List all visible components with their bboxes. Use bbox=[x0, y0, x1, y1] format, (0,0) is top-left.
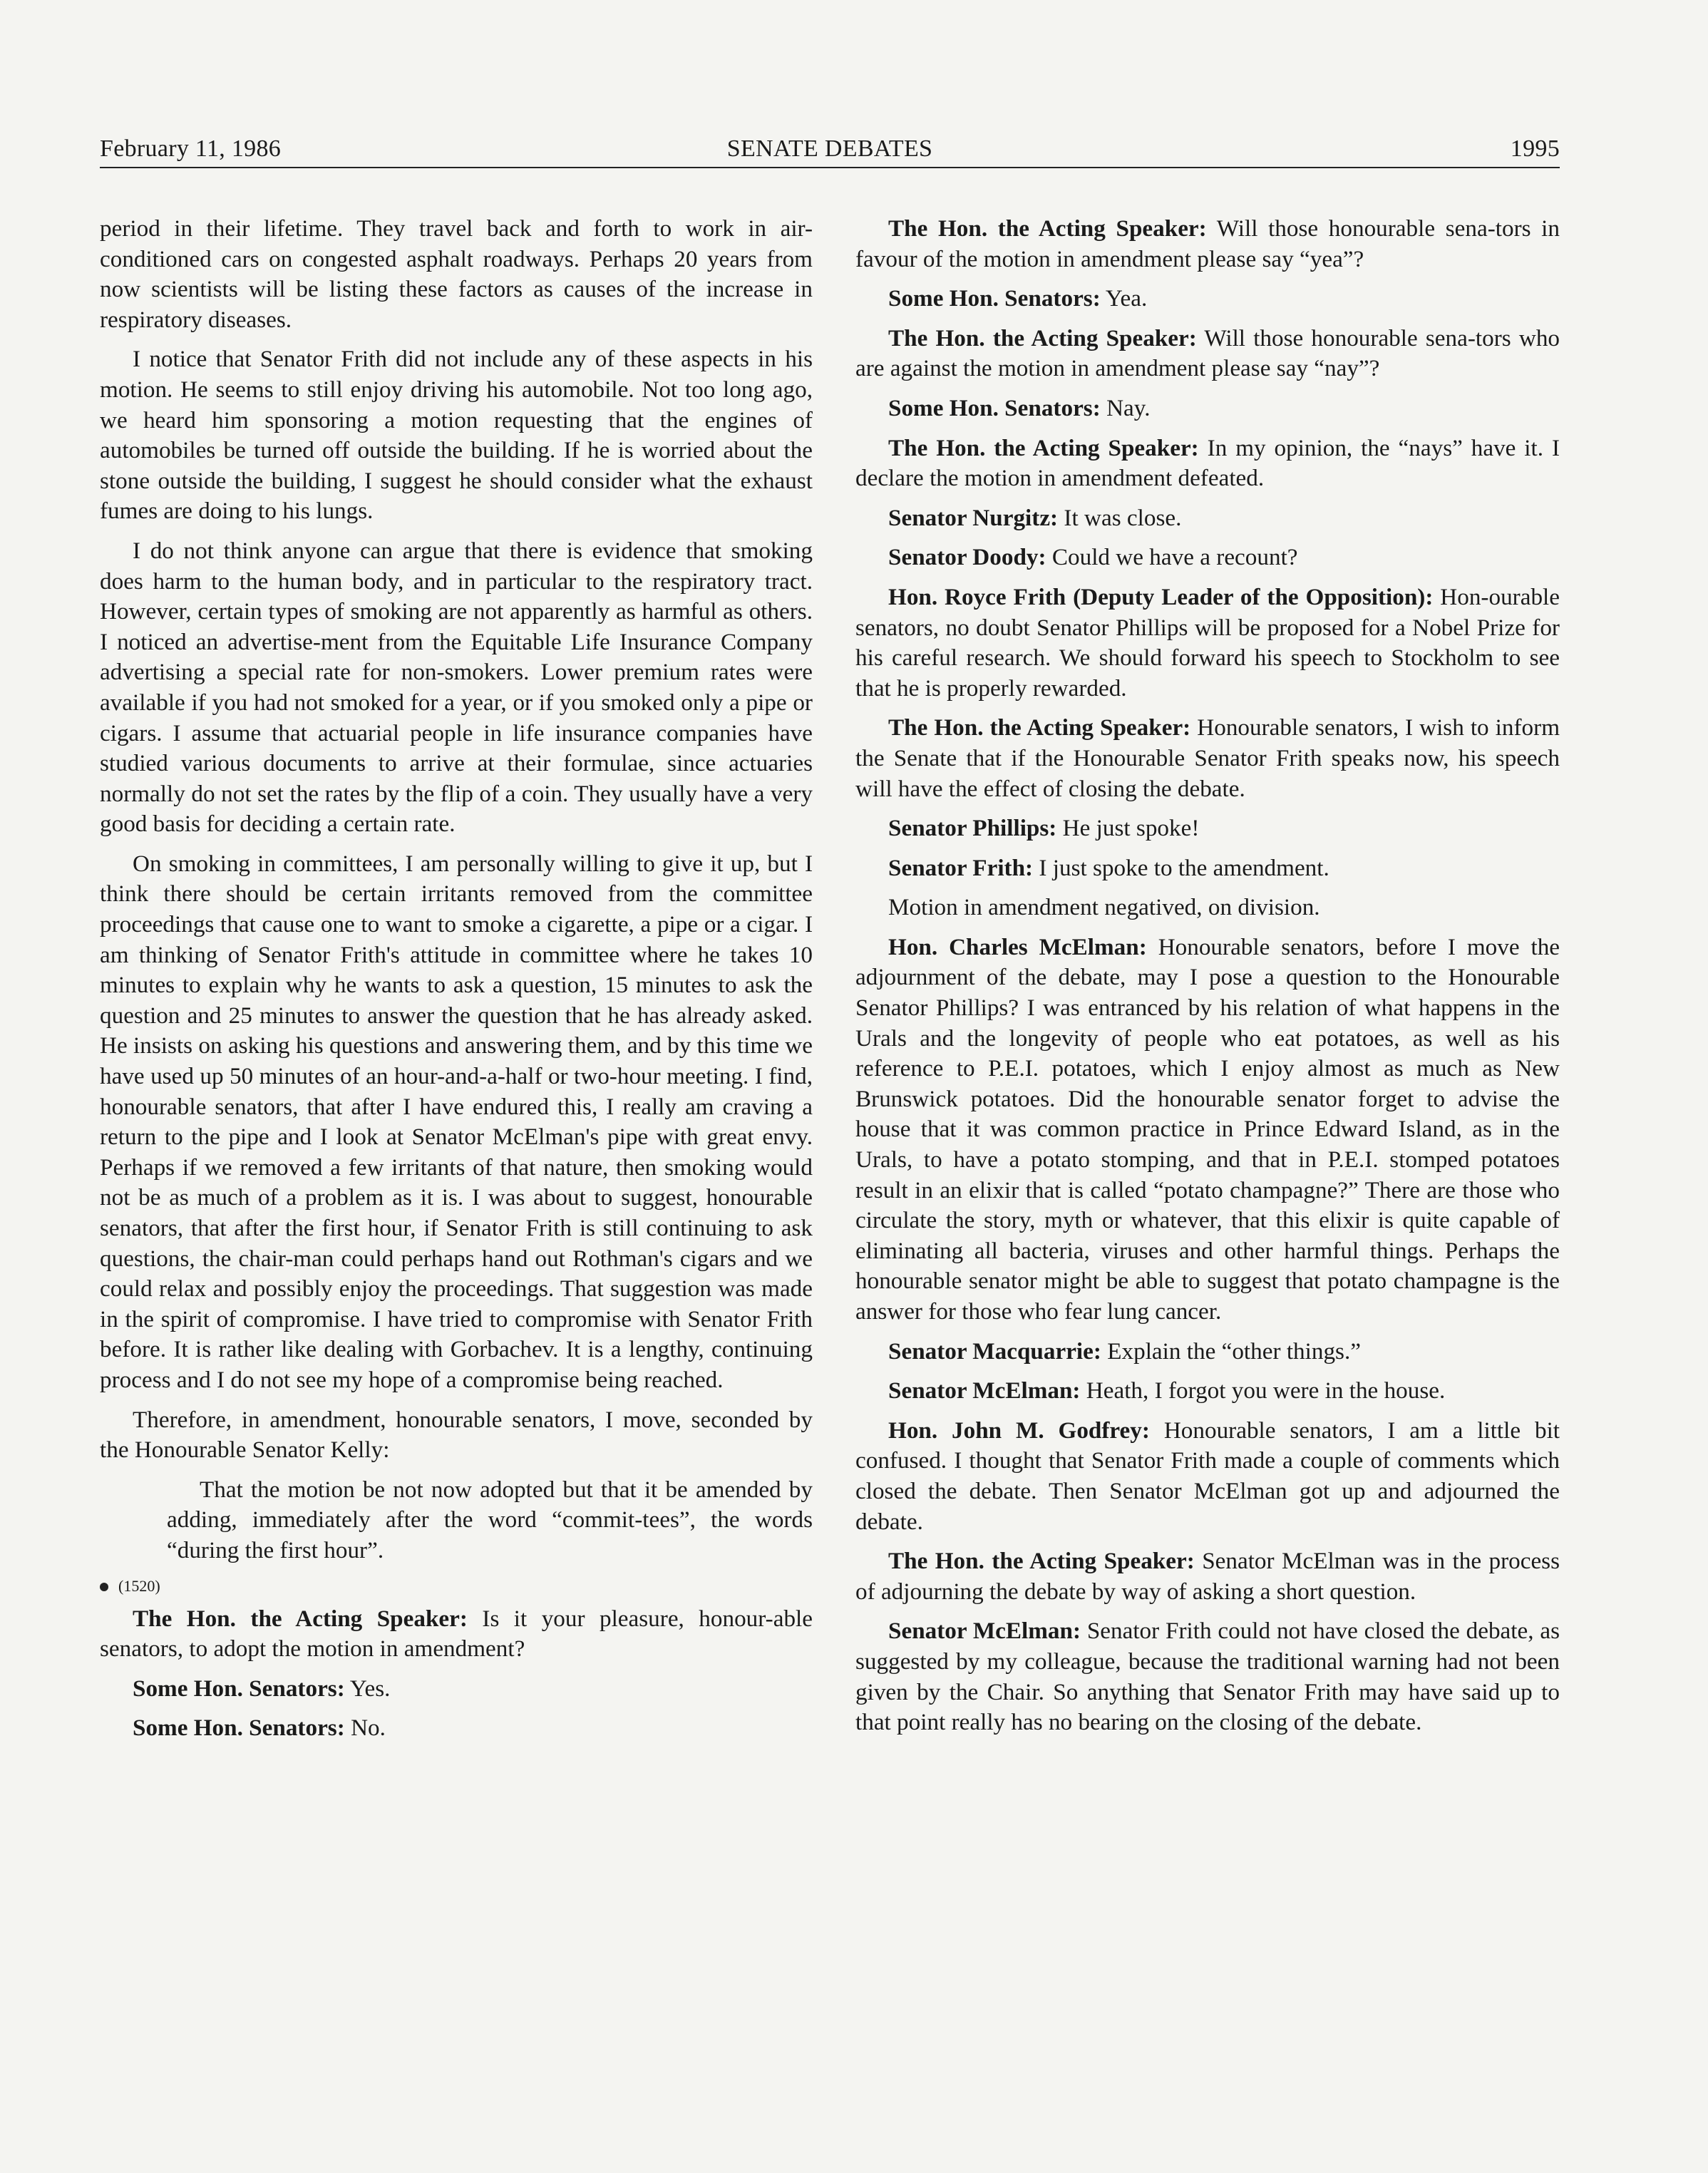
speech-text: Hon-ourable senators, no doubt Senator Phillips will be proposed for a Nobel Prize for his careful research. We should forward his speech to Stockholm to see that he is properly rewarded. bbox=[855, 583, 1560, 702]
speaker-name: The Hon. the Acting Speaker: bbox=[888, 215, 1207, 242]
speech-text: Will those honourable sena-tors in favour of the motion in amendment please say “yea”? bbox=[855, 215, 1560, 272]
speaker-name: Senator Frith: bbox=[888, 854, 1034, 881]
speech bbox=[855, 582, 1560, 704]
speaker-name: Hon. Royce Frith (Deputy Leader of the Opposition): bbox=[888, 583, 1434, 610]
speaker-name: Senator Phillips: bbox=[888, 815, 1057, 842]
speaker-name: Hon. Charles McElman: bbox=[888, 933, 1147, 960]
speaker-name: The Hon. the Acting Speaker: bbox=[888, 434, 1199, 461]
left-column bbox=[100, 214, 813, 1753]
speaker-name: Some Hon. Senators: bbox=[133, 1715, 345, 1742]
speaker-name: The Hon. the Acting Speaker: bbox=[888, 324, 1197, 351]
speech bbox=[855, 1546, 1560, 1607]
speech bbox=[855, 1337, 1560, 1367]
speech-text: Could we have a recount? bbox=[1051, 544, 1298, 571]
speech bbox=[855, 214, 1560, 274]
speech-text: I just spoke to the amendment. bbox=[1039, 854, 1329, 881]
speech bbox=[855, 1616, 1560, 1737]
speech bbox=[855, 324, 1560, 384]
speech bbox=[855, 394, 1560, 424]
speech bbox=[855, 503, 1560, 534]
speaker-name: Some Hon. Senators: bbox=[888, 394, 1101, 421]
page-header bbox=[100, 127, 1560, 168]
speaker-name: Senator Nurgitz: bbox=[888, 504, 1059, 531]
speech-text: Heath, I forgot you were in the house. bbox=[1086, 1377, 1446, 1404]
speech-text: Yea. bbox=[1105, 285, 1148, 312]
procedural-note: Motion in amendment negatived, on division. bbox=[888, 894, 1320, 921]
speech bbox=[855, 933, 1560, 1327]
speech-text: He just spoke! bbox=[1062, 815, 1200, 842]
paragraph: Therefore, in amendment, honourable senators, I move, seconded by the Honourable Senator Kelly: bbox=[100, 1406, 813, 1464]
speaker-name: The Hon. the Acting Speaker: bbox=[888, 714, 1191, 741]
header-page-number: 1995 bbox=[1510, 135, 1560, 162]
paragraph: period in their lifetime. They travel back and forth to work in air-conditioned cars on congested asphalt roadways. Perhaps 20 years from now scientists will be listing these factors as causes of the increase in respiratory diseases. bbox=[100, 215, 813, 333]
speech bbox=[855, 433, 1560, 494]
speech-text: No. bbox=[351, 1715, 386, 1742]
speech-text: Is it your pleasure, honour-able senators, to adopt the motion in amendment? bbox=[100, 1605, 813, 1663]
speech-text: Will those honourable sena-tors who are against the motion in amendment please say “nay”? bbox=[855, 324, 1560, 382]
speech-text: Explain the “other things.” bbox=[1107, 1337, 1361, 1365]
speech-text: In my opinion, the “nays” have it. I declare the motion in amendment defeated. bbox=[855, 434, 1560, 492]
paragraph: On smoking in committees, I am personally willing to give it up, but I think there should be certain irritants removed from the committee proceedings that cause one to want to smoke a cigarette, a pipe or a cigar. I am thinking of Senator Frith's attitude in committee where he takes 10 minutes to explain why he wants to ask a question, 15 minutes to ask the question and 25 minutes to answer the question that he has already asked. He insists on asking his questions and answering them, and by this time we have used up 50 minutes of an hour-and-a-half or two-hour meeting. I find, honourable senators, that after I have endured this, I really am craving a return to the pipe and I look at Senator McElman's pipe with great envy. Perhaps if we removed a few irritants of that nature, then smoking would not be as much of a problem as it is. I was about to suggest, honourable senators, that after the first hour, if Senator Frith is still continuing to ask questions, the chair-man could perhaps hand out Rothman's cigars and we could relax and possibly enjoy the proceedings. That suggestion was made in the spirit of compromise. I have tried to compromise with Senator Frith before. It is rather like dealing with Gorbachev. It is a lengthy, continuing process and I do not see my hope of a compromise being reached. bbox=[100, 850, 813, 1393]
speech-text: Nay. bbox=[1106, 394, 1151, 421]
speech-text: Yes. bbox=[349, 1675, 391, 1702]
speech-text: Senator McElman was in the process of adjourning the debate by way of asking a short question. bbox=[855, 1548, 1560, 1605]
speaker-name: Senator Macquarrie: bbox=[888, 1337, 1101, 1365]
speech-text: Senator Frith could not have closed the debate, as suggested by my colleague, because the traditional warning had not been given by the Chair. So anything that Senator Frith may have said up to that point really has no bearing on the closing of the debate. bbox=[855, 1618, 1560, 1736]
speaker-name: Senator McElman: bbox=[888, 1618, 1081, 1645]
speaker-name: Hon. John M. Godfrey: bbox=[888, 1417, 1150, 1444]
speaker-name: The Hon. the Acting Speaker: bbox=[133, 1605, 468, 1632]
speech-text: Honourable senators, before I move the adjournment of the debate, may I pose a question to the Honourable Senator Phillips? I was entranced by his relation of what happens in the Urals and the longevity of people who eat potatoes, as well as his reference to P.E.I. potatoes, which I enjoy almost as much as New Brunswick potatoes. Did the honourable senator forget to advise the house that it was common practice in Prince Edward Island, as in the Urals, to have a potato stomping, and that in P.E.I. stomped potatoes result in an elixir that is called “potato champagne?” There are those who circulate the story, myth or whatever, that this elixir is quite capable of eliminating all bacteria, viruses and other harmful things. Perhaps the honourable senator might be able to suggest that potato champagne is the answer for those who fear lung cancer. bbox=[855, 933, 1560, 1325]
paragraph: I do not think anyone can argue that there is evidence that smoking does harm to the human body, and in particular to the respiratory tract. However, certain types of smoking are not apparently as harmful as others. I noticed an advertise-ment from the Equitable Life Insurance Company advertising a special rate for non-smokers. Lower premium rates were available if you had not smoked for a year, or if you smoked only a pipe or cigars. I assume that actuarial people in life insurance companies have studied various documents to arrive at their formulae, since actuaries normally do not set the rates by the flip of a coin. They usually have a very good basis for deciding a certain rate. bbox=[100, 537, 813, 838]
speech-text: It was close. bbox=[1064, 504, 1182, 531]
speaker-name: Senator McElman: bbox=[888, 1377, 1081, 1404]
speech bbox=[100, 1604, 813, 1665]
speech bbox=[855, 713, 1560, 804]
timestamp-text: (1520) bbox=[118, 1576, 160, 1595]
speaker-name: The Hon. the Acting Speaker: bbox=[888, 1548, 1195, 1575]
header-title: SENATE DEBATES bbox=[726, 135, 933, 162]
speech bbox=[855, 813, 1560, 844]
motion-quote: That the motion be not now adopted but that it be amended by adding, immediately after the word “commit-tees”, the words “during the first hour”. bbox=[167, 1476, 813, 1563]
speaker-name: Some Hon. Senators: bbox=[133, 1675, 345, 1702]
speech bbox=[855, 284, 1560, 314]
speaker-name: Senator Doody: bbox=[888, 544, 1046, 571]
header-date: February 11, 1986 bbox=[100, 135, 282, 162]
speech bbox=[100, 1713, 813, 1744]
bullet-icon bbox=[100, 1583, 108, 1591]
speech bbox=[855, 1416, 1560, 1537]
speaker-name: Some Hon. Senators: bbox=[888, 285, 1101, 312]
speech bbox=[855, 853, 1560, 884]
speech-text: Honourable senators, I wish to inform the Senate that if the Honourable Senator Frith speaks now, his speech will have the effect of closing the debate. bbox=[855, 714, 1560, 802]
right-column bbox=[855, 214, 1560, 1747]
speech bbox=[855, 543, 1560, 573]
paragraph: I notice that Senator Frith did not include any of these aspects in his motion. He seems to still enjoy driving his automobile. Not too long ago, we heard him sponsoring a motion requesting that the engines of automobiles be turned off outside the building. If he is worried about the stone outside the building, I suggest he should consider what the exhaust fumes are doing to his lungs. bbox=[100, 346, 813, 525]
speech bbox=[855, 1376, 1560, 1407]
speech bbox=[100, 1674, 813, 1705]
timestamp bbox=[100, 1576, 813, 1597]
speech-text: Honourable senators, I am a little bit confused. I thought that Senator Frith made a couple of comments which closed the debate. Then Senator McElman got up and adjourned the debate. bbox=[855, 1417, 1560, 1535]
